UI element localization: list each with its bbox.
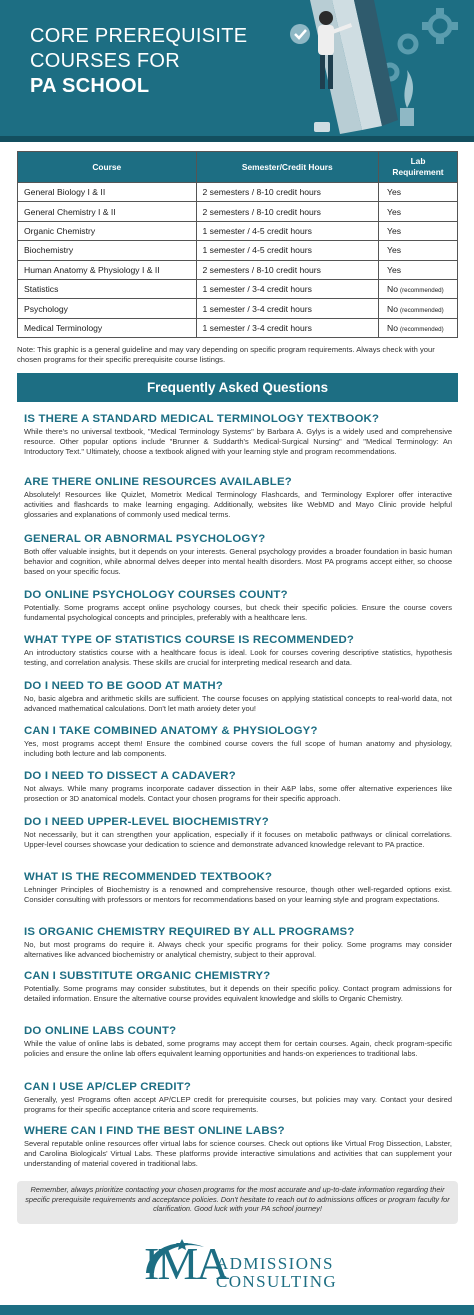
faq-item <box>24 769 452 804</box>
hours-cell: 1 semester / 4-5 credit hours <box>196 241 379 260</box>
faq-item <box>24 1024 452 1059</box>
faq-item <box>24 925 452 960</box>
hours-cell: 1 semester / 3-4 credit hours <box>196 299 379 318</box>
faq-item <box>24 815 452 850</box>
lab-value: Yes <box>387 206 402 217</box>
table-row <box>18 299 458 318</box>
faq-question: WHAT TYPE OF STATISTICS COURSE IS RECOMMENDED? <box>24 634 355 646</box>
faq-answer: Absolutely! Resources like Quizlet, Mometrix Medical Terminology Flashcards, and Terminology Explorer offer interactive activities and flashcards to make learning engaging. Additionally, websites like WebMD and Mayo Clinic provide helpful glossaries and explanations of commonly used medical terms. <box>24 490 452 519</box>
faq-answer: Several reputable online resources offer virtual labs for science courses. Check out options like Virtual Frog Dissection, Labster, and Carolina Biologicals' Virtual Labs. These platforms provide interactive simulations and activities that can supplement your understanding of material covered in traditional labs. <box>24 1139 452 1168</box>
faq-item <box>24 1124 452 1169</box>
lab-header-line-2: Requirement <box>392 167 444 177</box>
course-cell: Human Anatomy & Physiology I & II <box>18 260 197 279</box>
faq-answer: Not necessarily, but it can strengthen your application, especially if it focuses on metabolic pathways or clinical correlations. Upper-level courses showcase your dedication to science and demonstrate advanced knowledge relevant to PA practice. <box>24 830 452 849</box>
faq-question: DO I NEED TO DISSECT A CADAVER? <box>24 770 236 782</box>
lab-value: No <box>387 322 399 333</box>
lab-value: No <box>387 284 399 295</box>
course-cell: Biochemistry <box>18 241 197 260</box>
table-row <box>18 241 458 260</box>
faq-heading: Frequently Asked Questions <box>17 373 458 402</box>
lab-cell <box>379 260 458 279</box>
prerequisite-table <box>17 151 458 338</box>
footer-stripe <box>0 1305 474 1315</box>
table-row <box>18 221 458 240</box>
table-row <box>18 318 458 337</box>
lab-cell <box>379 183 458 202</box>
faq-question: IS ORGANIC CHEMISTRY REQUIRED BY ALL PROGRAMS? <box>24 926 355 938</box>
lab-note: (recommended) <box>400 287 444 295</box>
closing-remark: Remember, always prioritize contacting your chosen programs for the most accurate and up-to-date information regarding their specific prerequisite requirements and acceptance policies. Don't hesitate to reach out to admissions offices or program faculty for clarification. Good luck with your PA school journey! <box>17 1181 458 1224</box>
hours-cell: 2 semesters / 8-10 credit hours <box>196 183 379 202</box>
lab-header-line-1: Lab <box>410 156 426 166</box>
logo-word-admissions: ADMISSIONS <box>216 1254 334 1273</box>
course-cell: General Biology I & II <box>18 183 197 202</box>
title-line-2: COURSES FOR <box>30 50 180 72</box>
faq-answer: No, basic algebra and arithmetic skills are sufficient. The course focuses on applying statistical concepts to real-world data, not advanced mathematical calculations. Don't let math anxiety deter you! <box>24 694 452 713</box>
faq-item <box>24 588 452 623</box>
faq-item <box>24 475 452 520</box>
table-row <box>18 202 458 221</box>
faq-answer: Both offer valuable insights, but it depends on your interests. General psychology provides a broader foundation in basic human behavior and cognition, while abnormal delves deeper into mental health disorders. Most PA programs accept either, so choose based on your specific focus. <box>24 547 452 576</box>
faq-question: DO ONLINE LABS COUNT? <box>24 1025 177 1037</box>
hours-cell: 2 semesters / 8-10 credit hours <box>196 202 379 221</box>
lab-cell <box>379 279 458 298</box>
faq-answer: No, but most programs do require it. Always check your specific programs for their policy. Some programs may consider alternatives like advanced biochemistry or analytical chemistry, subject to their approval. <box>24 940 452 959</box>
faq-question: GENERAL OR ABNORMAL PSYCHOLOGY? <box>24 533 266 545</box>
hours-cell: 2 semesters / 8-10 credit hours <box>196 260 379 279</box>
column-header-course: Course <box>18 152 197 183</box>
lab-note: (recommended) <box>400 306 444 314</box>
faq-answer: Potentially. Some programs may consider substitutes, but it depends on their specific policy. Contact program admissions for detailed information. Ensure the alternative course provides equivalent knowledge and skills to Organic Chemistry. <box>24 984 452 1003</box>
table-row <box>18 183 458 202</box>
faq-question: DO ONLINE PSYCHOLOGY COURSES COUNT? <box>24 589 288 601</box>
lab-cell <box>379 318 458 337</box>
faq-question: CAN I SUBSTITUTE ORGANIC CHEMISTRY? <box>24 970 271 982</box>
lab-value: Yes <box>387 187 402 198</box>
logo-letters: IMA <box>144 1238 228 1289</box>
course-cell: General Chemistry I & II <box>18 202 197 221</box>
faq-answer: While there's no universal textbook, "Medical Terminology Systems" by Barbara A. Gylys is a widely used and comprehensive resource. Other popular options include "Brunner & Suddarth's Medical-Surgical Nursing" and "Medical Terminology: An Introductory Text." Ultimately, choose a textbook aligned with your learning style and program recommendations. <box>24 427 452 456</box>
lab-note: (recommended) <box>400 325 444 333</box>
faq-item <box>24 679 452 714</box>
faq-answer: Potentially. Some programs accept online psychology courses, but check their specific policies. Ensure the course covers fundamental psychological concepts and principles, preferably with a healthcare lens. <box>24 603 452 622</box>
faq-question: CAN I USE AP/CLEP CREDIT? <box>24 1081 192 1093</box>
ima-admissions-consulting-logo <box>138 1233 348 1295</box>
column-header-hours: Semester/Credit Hours <box>196 152 379 183</box>
column-header-lab <box>379 152 458 183</box>
lab-value: Yes <box>387 245 402 256</box>
faq-item <box>24 412 452 457</box>
lab-cell <box>379 202 458 221</box>
lab-value: Yes <box>387 264 402 275</box>
header-banner <box>0 0 474 142</box>
hours-cell: 1 semester / 4-5 credit hours <box>196 221 379 240</box>
faq-item <box>24 633 452 668</box>
page-title <box>30 24 247 99</box>
faq-answer: Yes, most programs accept them! Ensure the combined course covers the full scope of human anatomy and physiology, including both lecture and lab components. <box>24 739 452 758</box>
lab-value: Yes <box>387 225 402 236</box>
faq-item <box>24 724 452 759</box>
course-cell: Statistics <box>18 279 197 298</box>
table-row <box>18 279 458 298</box>
hours-cell: 1 semester / 3-4 credit hours <box>196 279 379 298</box>
faq-item <box>24 532 452 577</box>
table-note: Note: This graphic is a general guideline and may vary depending on specific program requirements. Always check with your chosen programs for their specific prerequisite course listings. <box>17 345 435 364</box>
course-cell: Medical Terminology <box>18 318 197 337</box>
faq-question: CAN I TAKE COMBINED ANATOMY & PHYSIOLOGY? <box>24 725 318 737</box>
student-with-books-illustration <box>270 0 474 142</box>
title-line-3: PA SCHOOL <box>30 75 150 97</box>
faq-answer: An introductory statistics course with a healthcare focus is ideal. Look for courses covering descriptive statistics, hypothesis testing, and correlation analysis. These skills are crucial for interpreting medical research and data. <box>24 648 452 667</box>
faq-question: WHAT IS THE RECOMMENDED TEXTBOOK? <box>24 871 273 883</box>
logo-word-consulting: CONSULTING <box>216 1272 338 1291</box>
faq-question: IS THERE A STANDARD MEDICAL TERMINOLOGY TEXTBOOK? <box>24 413 380 425</box>
faq-question: ARE THERE ONLINE RESOURCES AVAILABLE? <box>24 476 292 488</box>
table-header-row <box>18 152 458 183</box>
course-cell: Organic Chemistry <box>18 221 197 240</box>
faq-item <box>24 870 452 905</box>
faq-answer: Lehninger Principles of Biochemistry is a renowned and comprehensive resource, though other well-regarded options exist. Consider consulting with professors or mentors for recommendations based on your learning style and program expectations. <box>24 885 452 904</box>
faq-question: DO I NEED UPPER-LEVEL BIOCHEMISTRY? <box>24 816 269 828</box>
lab-cell <box>379 221 458 240</box>
course-cell: Psychology <box>18 299 197 318</box>
table-row <box>18 260 458 279</box>
hours-cell: 1 semester / 3-4 credit hours <box>196 318 379 337</box>
lab-cell <box>379 299 458 318</box>
faq-item <box>24 969 452 1004</box>
faq-item <box>24 1080 452 1115</box>
lab-value: No <box>387 303 399 314</box>
faq-question: DO I NEED TO BE GOOD AT MATH? <box>24 680 224 692</box>
lab-cell <box>379 241 458 260</box>
faq-answer: Not always. While many programs incorporate cadaver dissection in their A&P labs, some offer alternative experiences like prosection or 3D anatomical models. Contact your chosen programs for their specific approach. <box>24 784 452 803</box>
header-bottom-stripe <box>0 136 474 142</box>
faq-answer: While the value of online labs is debated, some programs may accept them for certain courses. Again, check program-specific policies and ensure the online lab offers equivalent learning opportunities and hands-on experiences to traditional labs. <box>24 1039 452 1058</box>
title-line-1: CORE PREREQUISITE <box>30 25 248 47</box>
faq-question: WHERE CAN I FIND THE BEST ONLINE LABS? <box>24 1125 285 1137</box>
faq-answer: Generally, yes! Programs often accept AP/CLEP credit for prerequisite courses, but policies may vary. Contact your desired programs for their specific acceptance criteria and score requirements. <box>24 1095 452 1114</box>
